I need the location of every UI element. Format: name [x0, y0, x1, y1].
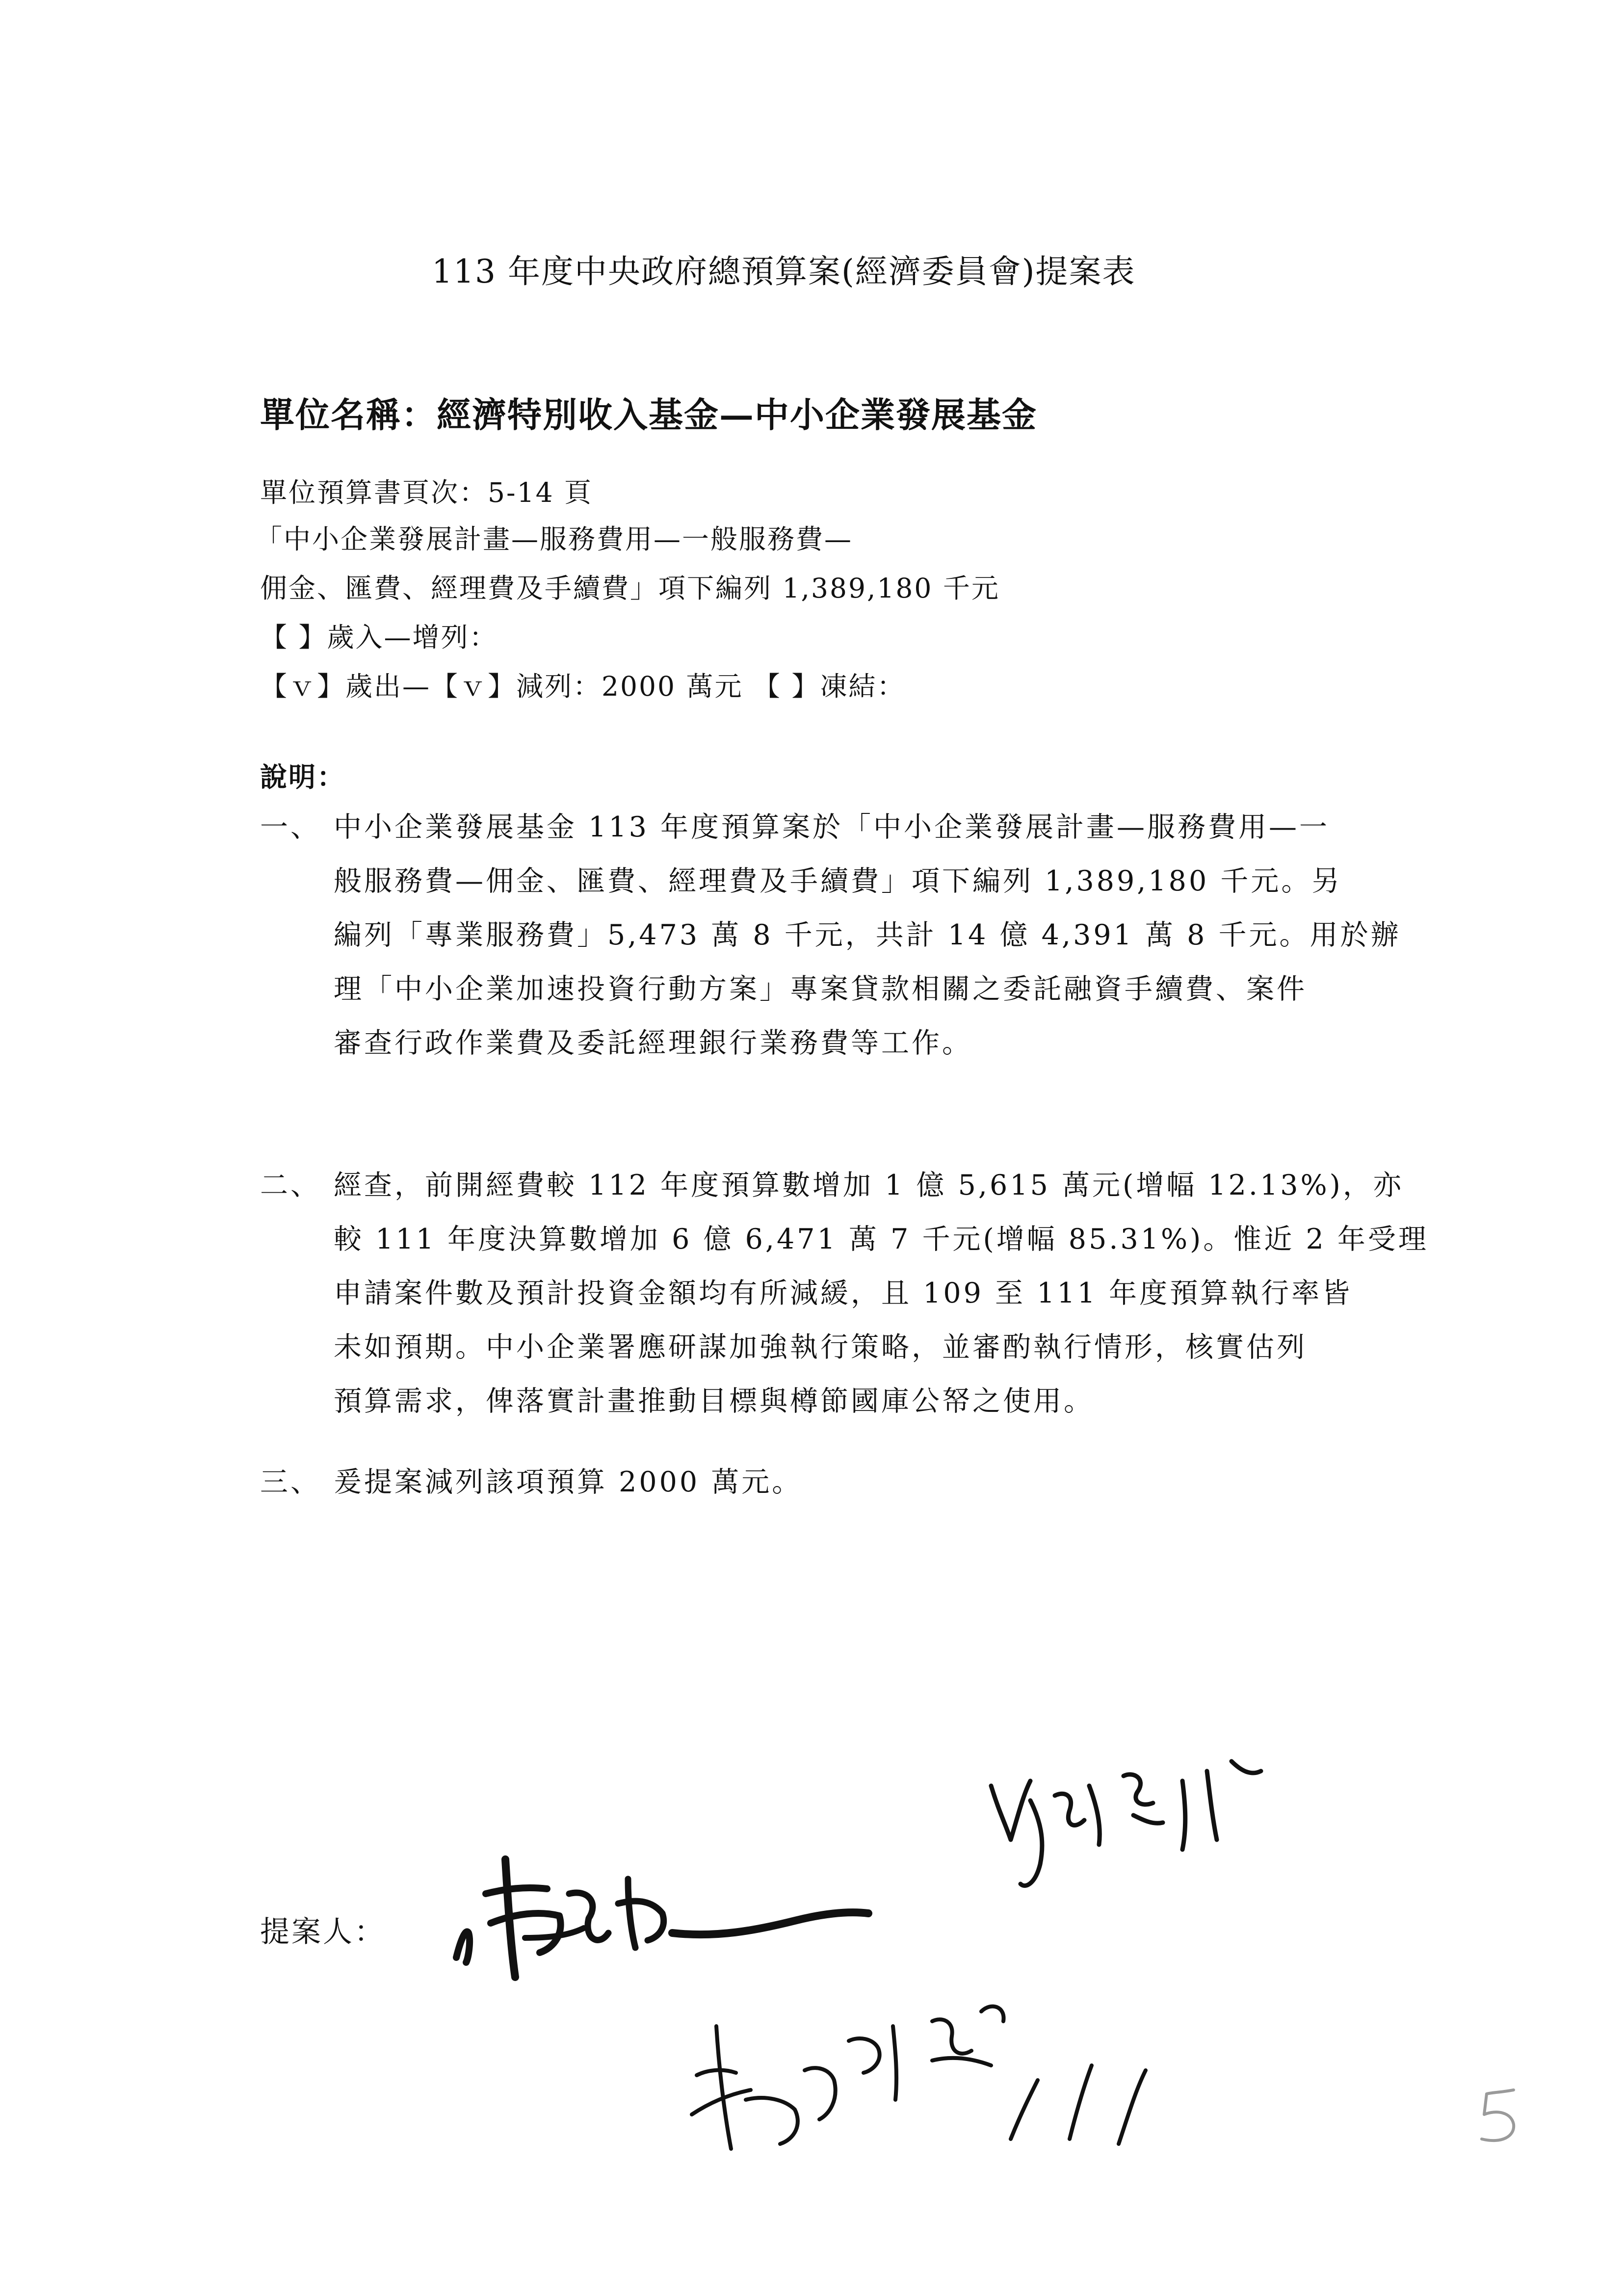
signature-3	[677, 1982, 1266, 2188]
para1-number: 一、	[260, 811, 321, 843]
para3-text: 爰提案減列該項預算 2000 萬元。	[334, 1466, 803, 1498]
para3-number: 三、	[260, 1466, 321, 1498]
para1-line: 編列「專業服務費」5,473 萬 8 千元，共計 14 億 4,391 萬 8 千元。用於辦	[334, 919, 1401, 951]
expense-line: 【ｖ】歲出—【ｖ】減列：2000 萬元 【 】凍結：	[260, 671, 906, 702]
para1-line: 中小企業發展基金 113 年度預算案於「中小企業發展計畫—服務費用—一	[334, 811, 1330, 843]
document-title: 113 年度中央政府總預算案(經濟委員會)提案表	[432, 253, 1136, 290]
para1-line: 般服務費—佣金、匯費、經理費及手續費」項下編列 1,389,180 千元。另	[334, 865, 1342, 897]
unit-name: 單位名稱：經濟特別收入基金—中小企業發展基金	[260, 394, 1037, 435]
item-line-2: 佣金、匯費、經理費及手續費」項下編列 1,389,180 千元	[260, 573, 1000, 604]
para2-line: 申請案件數及預計投資金額均有所減緩，且 109 至 111 年度預算執行率皆	[334, 1277, 1353, 1309]
para2-line: 預算需求，俾落實計畫推動目標與樽節國庫公帑之使用。	[334, 1385, 1094, 1417]
para2-number: 二、	[260, 1169, 321, 1201]
signature-1	[442, 1815, 883, 2002]
budget-page-ref: 單位預算書頁次：5-14 頁	[260, 477, 593, 508]
para1-line: 理「中小企業加速投資行動方案」專案貸款相關之委託融資手續費、案件	[334, 973, 1307, 1005]
explanation-heading: 說明：	[260, 761, 346, 793]
item-line-1: 「中小企業發展計畫—服務費用—一般服務費—	[255, 523, 853, 555]
signature-2	[976, 1742, 1281, 1904]
revenue-line: 【 】歲入—增列：	[260, 622, 498, 653]
para2-line: 經查，前開經費較 112 年度預算數增加 1 億 5,615 萬元(增幅 12.13%)，亦	[334, 1169, 1404, 1201]
page-mark	[1467, 2080, 1531, 2154]
para2-line: 未如預期。中小企業署應研謀加強執行策略，並審酌執行情形，核實估列	[334, 1331, 1307, 1363]
proposer-label: 提案人：	[260, 1915, 386, 1949]
para2-line: 較 111 年度決算數增加 6 億 6,471 萬 7 千元(增幅 85.31%)。惟近 2 年受理	[334, 1223, 1429, 1255]
para1-line: 審查行政作業費及委託經理銀行業務費等工作。	[334, 1027, 972, 1059]
